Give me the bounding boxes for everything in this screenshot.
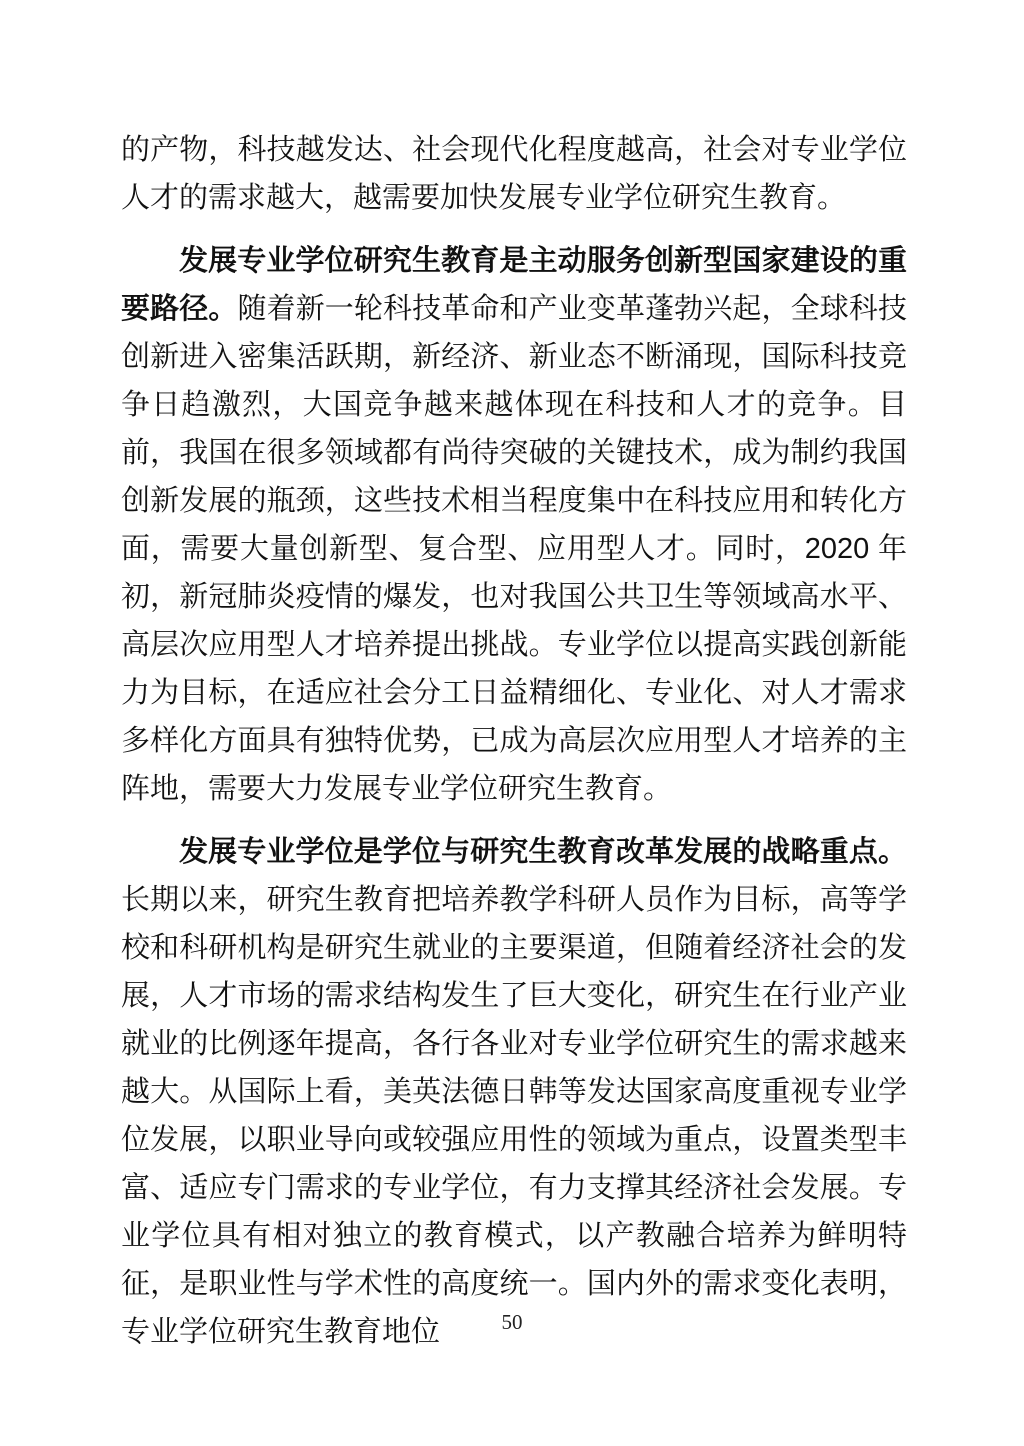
- page-footer: [0, 1310, 1024, 1335]
- page-number: 50: [501, 1310, 523, 1334]
- paragraph-continued: [121, 126, 907, 222]
- paragraph-lead-bold: 发展专业学位研究生教育是主动服务创新型国家建设的重要路径。: [121, 245, 907, 325]
- text-content: [121, 126, 907, 1356]
- paragraph-innovation-path: [121, 237, 907, 813]
- paragraph-strategic-focus: [121, 828, 907, 1356]
- paragraph-body: 随着新一轮科技革命和产业变革蓬勃兴起，全球科技创新进入密集活跃期，新经济、新业态不断涌现，国际科技竞争日趋激烈，大国竞争越来越体现在科技和人才的竞争。目前，我国在很多领域都有尚待突破的关键技术，成为制约我国创新发展的瓶颈，这些技术相当程度集中在科技应用和转化方面，需要大量创新型、复合型、应用型人才。同时，2020 年初，新冠肺炎疫情的爆发，也对我国公共卫生等领域高水平、高层次应用型人才培养提出挑战。专业学位以提高实践创新能力为目标，在适应社会分工日益精细化、专业化、对人才需求多样化方面具有独特优势，已成为高层次应用型人才培养的主阵地，需要大力发展专业学位研究生教育。: [121, 293, 907, 805]
- paragraph-lead-bold: 发展专业学位是学位与研究生教育改革发展的战略重点。: [179, 836, 907, 868]
- paragraph-body: 的产物，科技越发达、社会现代化程度越高，社会对专业学位人才的需求越大，越需要加快发展专业学位研究生教育。: [121, 134, 907, 214]
- paragraph-body: 长期以来，研究生教育把培养教学科研人员作为目标，高等学校和科研机构是研究生就业的主要渠道，但随着经济社会的发展，人才市场的需求结构发生了巨大变化，研究生在行业产业就业的比例逐年提高，各行各业对专业学位研究生的需求越来越大。从国际上看，美英法德日韩等发达国家高度重视专业学位发展，以职业导向或较强应用性的领域为重点，设置类型丰富、适应专门需求的专业学位，有力支撑其经济社会发展。专业学位具有相对独立的教育模式，以产教融合培养为鲜明特征，是职业性与学术性的高度统一。国内外的需求变化表明，专业学位研究生教育地位: [121, 884, 907, 1348]
